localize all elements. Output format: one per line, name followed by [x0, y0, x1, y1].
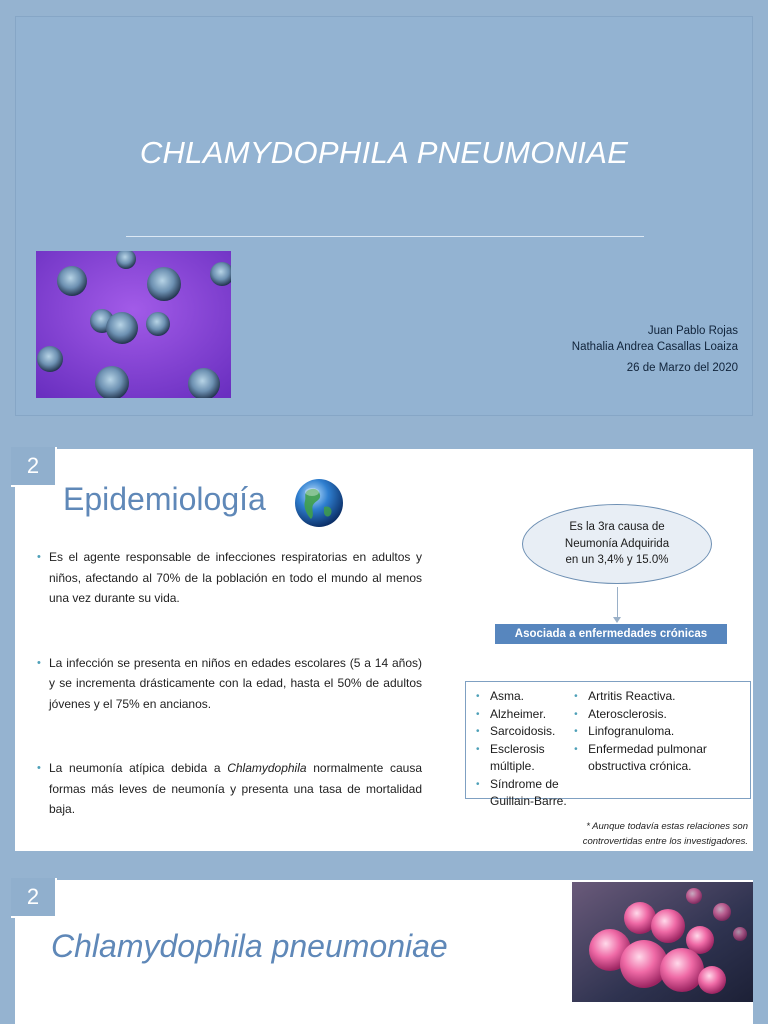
bullet-item: • Es el agente responsable de infecciones respiratorias en adultos y niños, afectando al 70% de la población en todo el mundo al menos una vez durante su vida.	[37, 547, 422, 609]
cause-ellipse	[522, 504, 712, 584]
presentation-title: CHLAMYDOPHILA PNEUMONIAE	[139, 135, 629, 170]
title-divider	[126, 236, 644, 237]
disease-item: • Linfogranuloma.	[574, 723, 742, 741]
author-name: Juan Pablo Rojas	[647, 325, 738, 337]
globe-icon	[293, 477, 345, 529]
disease-item: • Aterosclerosis.	[574, 706, 742, 724]
disease-item: • Enfermedad pulmonar obstructiva crónica.	[574, 741, 742, 776]
title-slide	[15, 16, 753, 416]
footnote-line: controvertidas entre los investigadores.	[582, 836, 748, 847]
diseases-column	[574, 688, 742, 798]
diseases-list-box	[465, 681, 751, 808]
disease-item: • Asma.	[476, 688, 574, 706]
bacteria-micrograph-image	[36, 251, 231, 398]
disease-item: • Artritis Reactiva.	[574, 688, 742, 706]
slide-number-badge: 2	[11, 878, 57, 918]
disease-item: • Síndrome de Guillain-Barre.	[476, 776, 574, 811]
slide-heading: Epidemiología	[63, 481, 266, 517]
ellipse-line: Es la 3ra causa de	[569, 521, 665, 534]
bullet-item	[37, 758, 422, 820]
slide-number-badge: 2	[11, 447, 57, 487]
disease-item: • Sarcoidosis.	[476, 723, 574, 741]
epidemiology-slide	[15, 449, 753, 851]
associated-diseases-label: Asociada a enfermedades crónicas	[495, 624, 727, 644]
arrow-down-icon	[613, 617, 621, 623]
bullet-text: normalmente causa formas más leves de neumonía y presenta una tasa de mortalidad baja.	[49, 761, 422, 816]
bullet-italic-term: Chlamydophila	[227, 761, 307, 775]
footnote	[583, 819, 748, 849]
footnote-line: * Aunque todavía estas relaciones son	[586, 821, 748, 832]
epidemiology-bullets	[37, 547, 422, 820]
diseases-column	[476, 688, 574, 808]
bacteria-3d-render-image	[572, 882, 753, 1002]
presentation-date: 26 de Marzo del 2020	[626, 362, 738, 374]
disease-item: • Alzheimer.	[476, 706, 574, 724]
ellipse-line: en un 3,4% y 15.0%	[565, 554, 669, 567]
authors	[572, 323, 738, 355]
slide-heading: Chlamydophila pneumoniae	[51, 928, 448, 964]
organism-slide	[15, 880, 753, 1024]
ellipse-line: Neumonía Adquirida	[564, 537, 670, 550]
disease-item: • Esclerosis múltiple.	[476, 741, 574, 776]
author-name: Nathalia Andrea Casallas Loaiza	[571, 341, 738, 353]
connector-line	[617, 587, 618, 621]
bullet-text: La neumonía atípica debida a	[49, 761, 228, 775]
bullet-item: • La infección se presenta en niños en edades escolares (5 a 14 años) y se incrementa drásticamente con la edad, hasta el 50% de adultos jóvenes y el 75% en ancianos.	[37, 653, 422, 715]
